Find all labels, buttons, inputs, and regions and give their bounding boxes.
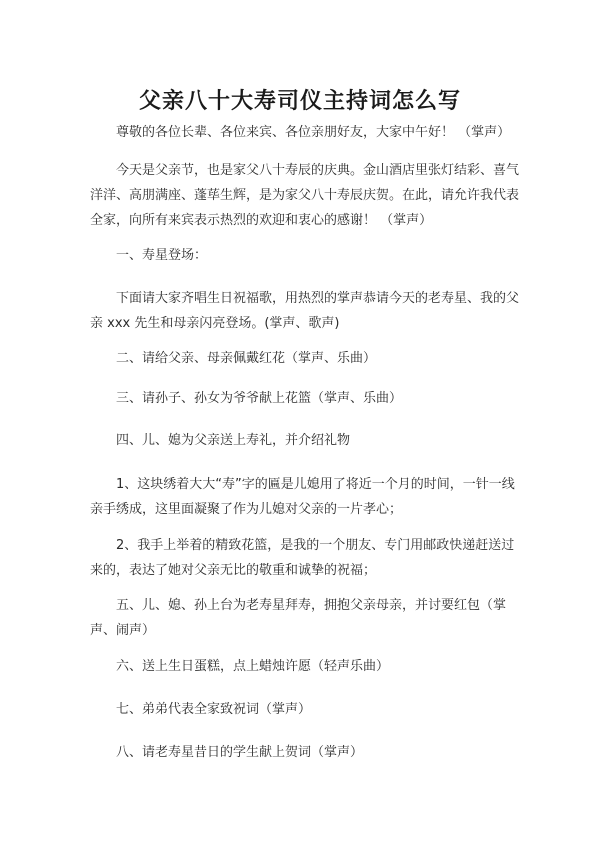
section-heading-5: 五、儿、媳、孙上台为老寿星拜寿，拥抱父亲母亲，并讨要红包（掌声、闹声） [90, 598, 507, 638]
section-heading-7: 七、弟弟代表全家致祝词（掌声） [116, 702, 312, 717]
section-heading-3: 三、请孙子、孙女为爷爷献上花篮（掌声、乐曲） [116, 391, 403, 406]
section-heading-6: 六、送上生日蛋糕，点上蜡烛许愿（轻声乐曲） [116, 659, 390, 674]
section-heading-2: 二、请给父亲、母亲佩戴红花（掌声、乐曲） [116, 351, 377, 366]
section-heading-1: 一、寿星登场： [116, 248, 208, 263]
birthday-song-paragraph: 下面请大家齐唱生日祝福歌，用热烈的掌声恭请今天的老寿星、我的父亲 xxx 先生和母亲闪亮登场。(掌声、歌声) [90, 291, 520, 331]
section-heading-8: 八、请老寿星昔日的学生献上贺词（掌声） [116, 745, 364, 760]
greeting-paragraph: 尊敬的各位长辈、各位来宾、各位亲朋好友，大家中午好！ （掌声） [116, 125, 511, 140]
opening-paragraph: 今天是父亲节，也是家父八十寿辰的庆典。金山酒店里张灯结彩、喜气洋洋、高朋满座、蓬荜生辉，是为家父八十寿辰庆贺。在此，请允许我代表全家，向所有来宾表示热烈的欢迎和衷心的感谢！ （掌声） [90, 163, 520, 228]
section-heading-4: 四、儿、媳为父亲送上寿礼，并介绍礼物 [116, 433, 351, 448]
gift-item-1-paragraph: 1、这块绣着大大“寿”字的匾是儿媳用了将近一个月的时间，一针一线亲手绣成，这里面凝聚了作为儿媳对父亲的一片孝心； [90, 477, 515, 517]
document-title: 父亲八十大寿司仪主持词怎么写 [138, 89, 461, 114]
gift-item-2-paragraph: 2、我手上举着的精致花篮，是我的一个朋友、专门用邮政快递赶送过来的，表达了她对父亲无比的敬重和诚挚的祝福； [90, 538, 515, 578]
